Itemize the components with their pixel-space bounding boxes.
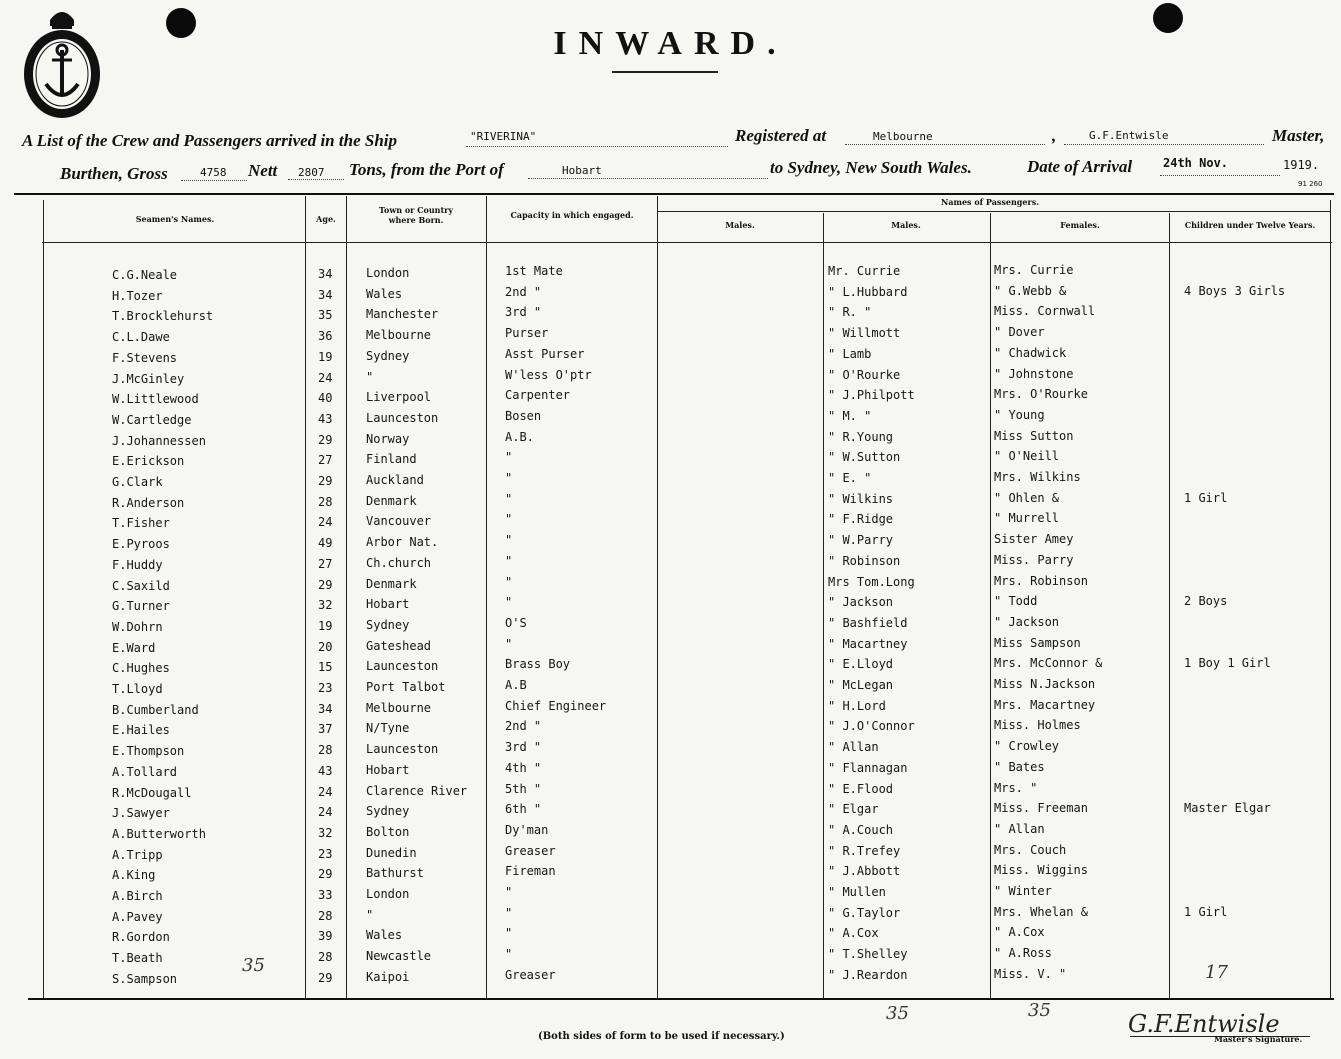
col-children: Children under Twelve Years. bbox=[1184, 220, 1316, 230]
master-name: G.F.Entwisle bbox=[1089, 129, 1169, 142]
passenger-children: 4 Boys 3 Girls bbox=[1184, 283, 1286, 298]
passenger-female: " Johnstone bbox=[994, 366, 1074, 381]
crew-town: London bbox=[366, 887, 410, 901]
crew-town: Finland bbox=[366, 452, 417, 467]
passenger-female: " G.Webb & bbox=[994, 283, 1067, 298]
passenger-female: Miss. Parry bbox=[994, 552, 1074, 567]
crew-town: Gateshead bbox=[366, 638, 432, 653]
passenger-female: " A.Cox bbox=[994, 925, 1045, 940]
corner-code: 91 260 bbox=[1298, 180, 1323, 188]
crew-age: 43 bbox=[318, 411, 333, 426]
crew-town: Launceston bbox=[366, 742, 439, 757]
passenger-female: Miss N.Jackson bbox=[994, 677, 1096, 691]
crew-capacity: Carpenter bbox=[505, 388, 571, 403]
crew-town: Bathurst bbox=[366, 866, 424, 881]
crew-age: 24 bbox=[318, 370, 333, 385]
crew-age: 27 bbox=[318, 556, 333, 571]
crew-capacity: Bosen bbox=[505, 408, 542, 423]
passenger-female: Miss. Wiggins bbox=[994, 863, 1088, 878]
crew-name: T.Lloyd bbox=[112, 682, 163, 696]
crew-age: 36 bbox=[318, 329, 333, 344]
passenger-female: " Murrell bbox=[994, 511, 1060, 526]
burthen-label: Burthen, Gross bbox=[60, 164, 168, 183]
crew-town: Norway bbox=[366, 431, 410, 446]
crew-age: 27 bbox=[318, 453, 333, 468]
passenger-female: Mrs. Currie bbox=[994, 263, 1074, 277]
crew-age: 24 bbox=[318, 515, 333, 530]
crew-town: Kaipoi bbox=[366, 969, 410, 984]
crew-capacity: 3rd " bbox=[505, 740, 542, 755]
males-total-annotation: 35 bbox=[886, 1003, 909, 1024]
col-males-1: Males. bbox=[725, 220, 755, 230]
passenger-female: Mrs. " bbox=[994, 780, 1038, 795]
passenger-male: " W.Parry bbox=[828, 533, 894, 548]
passenger-male: " R.Young bbox=[828, 429, 894, 444]
crew-town: Vancouver bbox=[366, 514, 432, 529]
crew-name: E.Pyroos bbox=[112, 537, 170, 552]
passenger-female: " Chadwick bbox=[994, 345, 1067, 360]
title-underline bbox=[612, 71, 718, 73]
crew-name: J.Johannessen bbox=[112, 433, 206, 448]
crew-name: B.Cumberland bbox=[112, 702, 199, 717]
passenger-male: " McLegan bbox=[828, 678, 894, 692]
crew-name: A.Pavey bbox=[112, 909, 163, 924]
tons-from-label: Tons, from the Port of bbox=[349, 160, 504, 179]
crew-name: E.Hailes bbox=[112, 723, 170, 738]
crew-name: W.Dohrn bbox=[112, 619, 163, 634]
passenger-female: Mrs. Robinson bbox=[994, 573, 1088, 588]
col-females: Females. bbox=[1060, 220, 1100, 230]
crew-capacity: Asst Purser bbox=[505, 346, 585, 361]
crew-town: Port Talbot bbox=[366, 680, 446, 694]
crew-town: Hobart bbox=[366, 597, 410, 612]
passenger-male: " E.Flood bbox=[828, 781, 894, 796]
passenger-female: Mrs. Wilkins bbox=[994, 470, 1081, 484]
crew-town: Ch.church bbox=[366, 555, 432, 570]
passenger-male: " Mullen bbox=[828, 885, 886, 899]
crew-name: J.McGinley bbox=[112, 371, 185, 386]
crew-age: 34 bbox=[318, 287, 333, 302]
crew-age: 34 bbox=[318, 267, 333, 281]
crew-name: A.Tripp bbox=[112, 847, 163, 862]
crew-name: R.McDougall bbox=[112, 785, 192, 800]
passenger-male: " R.Trefey bbox=[828, 843, 901, 858]
crew-town: Arbor Nat. bbox=[366, 535, 439, 550]
crew-capacity: 5th " bbox=[505, 781, 542, 796]
crew-town: Dunedin bbox=[366, 845, 417, 860]
crew-age: 34 bbox=[318, 701, 333, 716]
crew-name: H.Tozer bbox=[112, 288, 163, 303]
crew-town: Newcastle bbox=[366, 949, 432, 964]
passenger-female: " Crowley bbox=[994, 739, 1060, 754]
crew-name: J.Sawyer bbox=[112, 806, 170, 821]
passenger-male: " Jackson bbox=[828, 595, 894, 610]
crew-capacity: " bbox=[505, 926, 513, 941]
passenger-female: Mrs. Couch bbox=[994, 842, 1067, 857]
ship-name: "RIVERINA" bbox=[470, 130, 537, 143]
passenger-male: " Bashfield bbox=[828, 615, 908, 630]
crew-name: E.Ward bbox=[112, 640, 156, 655]
gross-tons: 4758 bbox=[200, 166, 227, 179]
crew-capacity: Greaser bbox=[505, 843, 556, 858]
passenger-male: " E. " bbox=[828, 471, 872, 485]
crew-town: Melbourne bbox=[366, 700, 432, 715]
passenger-male: " J.Reardon bbox=[828, 967, 908, 982]
crew-town: Bolton bbox=[366, 824, 410, 839]
passenger-female: Miss. Freeman bbox=[994, 801, 1088, 816]
crew-age: 29 bbox=[318, 867, 333, 882]
table-top-border bbox=[14, 193, 1334, 195]
crew-capacity: A.B. bbox=[505, 429, 534, 444]
crew-capacity: Fireman bbox=[505, 864, 556, 879]
passenger-female: " Jackson bbox=[994, 614, 1060, 629]
passenger-children: Master Elgar bbox=[1184, 801, 1271, 816]
crew-town: Liverpool bbox=[366, 390, 432, 405]
passenger-male: " J.Abbott bbox=[828, 864, 901, 879]
registered-label: Registered at bbox=[735, 126, 827, 145]
crew-age: 43 bbox=[318, 763, 333, 778]
crew-capacity: O'S bbox=[505, 615, 527, 630]
passenger-female: " Dover bbox=[994, 325, 1045, 340]
crew-capacity: " bbox=[505, 636, 513, 651]
crew-name: E.Thompson bbox=[112, 744, 185, 759]
crew-capacity: 2nd " bbox=[505, 719, 542, 734]
crew-capacity: 4th " bbox=[505, 760, 542, 775]
crew-age: 39 bbox=[318, 929, 333, 944]
crew-capacity: 2nd " bbox=[505, 284, 542, 299]
passenger-male: " M. " bbox=[828, 408, 872, 423]
arrival-year: 1919. bbox=[1283, 158, 1320, 172]
crew-town: N/Tyne bbox=[366, 721, 410, 736]
passenger-children: 1 Girl bbox=[1184, 904, 1228, 919]
passenger-male: " Elgar bbox=[828, 802, 879, 817]
crew-name: F.Huddy bbox=[112, 557, 163, 572]
crew-name: T.Brocklehurst bbox=[112, 309, 214, 324]
passenger-female: " Allan bbox=[994, 821, 1045, 836]
passenger-male: " L.Hubbard bbox=[828, 284, 908, 299]
crew-town: " bbox=[366, 907, 374, 922]
crew-name: S.Sampson bbox=[112, 971, 178, 986]
crew-capacity: " bbox=[505, 553, 513, 568]
crew-name: G.Clark bbox=[112, 475, 163, 489]
crew-age: 28 bbox=[318, 494, 333, 509]
passenger-male: Mr. Currie bbox=[828, 264, 901, 278]
crew-name: A.Tollard bbox=[112, 764, 178, 779]
crew-capacity: 1st Mate bbox=[505, 264, 563, 278]
crew-capacity: Brass Boy bbox=[505, 657, 571, 672]
passenger-male: " F.Ridge bbox=[828, 512, 894, 527]
crew-age: 29 bbox=[318, 474, 333, 488]
crew-capacity: Purser bbox=[505, 326, 549, 341]
col-passengers: Names of Passengers. bbox=[941, 197, 1039, 207]
crew-age: 33 bbox=[318, 888, 333, 902]
passenger-female: " Todd bbox=[994, 594, 1038, 609]
females-total-annotation: 35 bbox=[1028, 1000, 1051, 1021]
crew-age: 24 bbox=[318, 805, 333, 820]
crew-name: A.King bbox=[112, 868, 156, 883]
crew-age: 28 bbox=[318, 908, 333, 923]
crew-age: 15 bbox=[318, 660, 333, 675]
passenger-male: " Willmott bbox=[828, 326, 901, 341]
crew-age: 32 bbox=[318, 825, 333, 840]
passenger-female: Mrs. Macartney bbox=[994, 697, 1096, 712]
crew-town: Hobart bbox=[366, 762, 410, 777]
crew-capacity: " bbox=[505, 574, 513, 589]
crew-name: G.Turner bbox=[112, 599, 170, 614]
col-age: Age. bbox=[316, 214, 336, 224]
col-males-2: Males. bbox=[891, 220, 921, 230]
crew-town: Melbourne bbox=[366, 328, 432, 343]
passenger-male: " R. " bbox=[828, 305, 872, 320]
crew-name: F.Stevens bbox=[112, 350, 178, 365]
crew-name: A.Butterworth bbox=[112, 826, 206, 841]
passenger-female: Miss Sampson bbox=[994, 635, 1081, 650]
header-bottom-border bbox=[42, 242, 1332, 243]
crew-town: Sydney bbox=[366, 617, 410, 632]
crew-town: Denmark bbox=[366, 576, 417, 591]
crew-age: 20 bbox=[318, 639, 333, 654]
passenger-male: " A.Cox bbox=[828, 926, 879, 941]
table-bottom-border bbox=[28, 998, 1334, 1000]
crew-age: 35 bbox=[318, 308, 333, 323]
crew-name: W.Littlewood bbox=[112, 392, 199, 407]
master-label: Master, bbox=[1272, 126, 1325, 145]
col-capacity: Capacity in which engaged. bbox=[510, 210, 634, 220]
crew-age: 24 bbox=[318, 784, 333, 799]
passenger-children: 2 Boys bbox=[1184, 594, 1228, 609]
crew-name: T.Fisher bbox=[112, 516, 170, 531]
crew-age: 29 bbox=[318, 970, 333, 985]
passenger-female: " A.Ross bbox=[994, 946, 1052, 961]
passenger-female: " Winter bbox=[994, 884, 1052, 898]
crew-town: Launceston bbox=[366, 410, 439, 425]
crew-capacity: " bbox=[505, 595, 513, 610]
arrival-date: 24th Nov. bbox=[1163, 156, 1229, 170]
crew-capacity: " bbox=[505, 450, 513, 465]
passenger-male: " Flannagan bbox=[828, 760, 908, 775]
passenger-female: Mrs. O'Rourke bbox=[994, 387, 1088, 402]
passenger-male: " T.Shelley bbox=[828, 947, 908, 962]
passenger-male: " H.Lord bbox=[828, 698, 886, 713]
children-total-annotation: 17 bbox=[1205, 962, 1228, 983]
crew-town: Auckland bbox=[366, 473, 424, 487]
crew-capacity: " bbox=[505, 905, 513, 920]
passenger-female: " Young bbox=[994, 407, 1045, 422]
crew-capacity: 6th " bbox=[505, 802, 542, 817]
crew-age: 49 bbox=[318, 536, 333, 551]
passenger-male: Mrs Tom.Long bbox=[828, 574, 915, 589]
crew-name: R.Anderson bbox=[112, 495, 185, 510]
crew-town: Manchester bbox=[366, 307, 439, 322]
crew-name: E.Erickson bbox=[112, 454, 185, 469]
crew-capacity: Greaser bbox=[505, 967, 556, 982]
crew-town: Denmark bbox=[366, 493, 417, 508]
comma: , bbox=[1052, 126, 1057, 145]
arrival-label: Date of Arrival bbox=[1027, 157, 1133, 176]
crew-age: 19 bbox=[318, 618, 333, 633]
nett-label: Nett bbox=[248, 161, 278, 180]
crew-capacity: " bbox=[505, 885, 513, 899]
footer-note: (Both sides of form to be used if necessary.) bbox=[538, 1031, 785, 1042]
crew-capacity: " bbox=[505, 491, 513, 506]
crew-age: 37 bbox=[318, 722, 333, 737]
passenger-children: 1 Boy 1 Girl bbox=[1184, 656, 1271, 671]
passenger-male: " Macartney bbox=[828, 636, 908, 651]
passenger-female: " Ohlen & bbox=[994, 490, 1060, 505]
passenger-male: " Robinson bbox=[828, 553, 901, 568]
crew-age: 19 bbox=[318, 349, 333, 364]
crew-name: C.Hughes bbox=[112, 661, 170, 676]
registered-port: Melbourne bbox=[873, 130, 933, 143]
passenger-male: " J.O'Connor bbox=[828, 719, 915, 734]
crew-name: W.Cartledge bbox=[112, 412, 192, 427]
crew-town: Launceston bbox=[366, 659, 439, 674]
crew-capacity: " bbox=[505, 947, 513, 962]
crew-town: Sydney bbox=[366, 804, 410, 819]
col-town: Town or Country where Born. bbox=[378, 205, 454, 225]
header-list-label: A List of the Crew and Passengers arrived in the Ship bbox=[22, 131, 397, 150]
crew-capacity: Dy'man bbox=[505, 822, 549, 837]
passenger-female: Sister Amey bbox=[994, 532, 1074, 547]
crew-age: 28 bbox=[318, 743, 333, 758]
passenger-male: " J.Philpott bbox=[828, 388, 915, 403]
crew-capacity: " bbox=[505, 512, 513, 527]
crew-name: C.L.Dawe bbox=[112, 330, 170, 345]
crew-capacity: " bbox=[505, 533, 513, 548]
crew-name: C.G.Neale bbox=[112, 268, 178, 282]
crew-age: 40 bbox=[318, 391, 333, 406]
col-seamen: Seamen's Names. bbox=[135, 214, 215, 224]
signature-label: Master's Signature. bbox=[1214, 1034, 1303, 1044]
master-signature: G.F.Entwisle bbox=[1128, 1010, 1280, 1038]
crew-age: 32 bbox=[318, 598, 333, 613]
crew-age: 28 bbox=[318, 950, 333, 965]
passenger-male: " Allan bbox=[828, 740, 879, 755]
passenger-male: " E.Lloyd bbox=[828, 657, 894, 672]
crew-capacity: " bbox=[505, 471, 513, 485]
passenger-female: Mrs. McConnor & bbox=[994, 656, 1103, 671]
passenger-header-rule bbox=[658, 211, 1330, 212]
passenger-male: " O'Rourke bbox=[828, 367, 901, 382]
passenger-male: " Lamb bbox=[828, 346, 872, 361]
crew-capacity: Chief Engineer bbox=[505, 698, 607, 713]
nett-tons: 2807 bbox=[298, 166, 325, 179]
form-title: INWARD. bbox=[553, 25, 788, 62]
passenger-children: 1 Girl bbox=[1184, 490, 1228, 505]
crew-town: " bbox=[366, 369, 374, 384]
crew-total-annotation: 35 bbox=[242, 955, 265, 976]
passenger-male: " G.Taylor bbox=[828, 905, 901, 920]
passenger-female: Miss. Holmes bbox=[994, 718, 1081, 733]
passenger-female: Miss Sutton bbox=[994, 428, 1074, 443]
crew-capacity: A.B bbox=[505, 678, 527, 692]
crew-age: 23 bbox=[318, 681, 333, 695]
crew-town: Wales bbox=[366, 286, 403, 301]
to-sydney-label: to Sydney, New South Wales. bbox=[770, 158, 972, 177]
crew-name: T.Beath bbox=[112, 951, 163, 966]
passenger-female: " O'Neill bbox=[994, 449, 1060, 464]
passenger-male: " W.Sutton bbox=[828, 450, 901, 465]
passenger-female: " Bates bbox=[994, 759, 1045, 774]
crew-town: Sydney bbox=[366, 348, 410, 363]
crew-age: 29 bbox=[318, 432, 333, 447]
crew-town: Clarence River bbox=[366, 783, 468, 798]
passenger-male: " A.Couch bbox=[828, 822, 894, 837]
crew-town: London bbox=[366, 266, 410, 280]
crew-name: A.Birch bbox=[112, 889, 163, 903]
crew-age: 29 bbox=[318, 577, 333, 592]
passenger-female: Miss. Cornwall bbox=[994, 304, 1096, 319]
crew-capacity: 3rd " bbox=[505, 305, 542, 320]
crew-age: 23 bbox=[318, 846, 333, 861]
passenger-female: Mrs. Whelan & bbox=[994, 904, 1088, 919]
passenger-female: Miss. V. " bbox=[994, 966, 1067, 981]
crew-capacity: W'less O'ptr bbox=[505, 367, 592, 382]
crew-town: Wales bbox=[366, 928, 403, 943]
from-port: Hobart bbox=[562, 164, 602, 177]
crew-name: C.Saxild bbox=[112, 578, 170, 593]
crew-name: R.Gordon bbox=[112, 930, 170, 945]
passenger-male: " Wilkins bbox=[828, 491, 894, 506]
